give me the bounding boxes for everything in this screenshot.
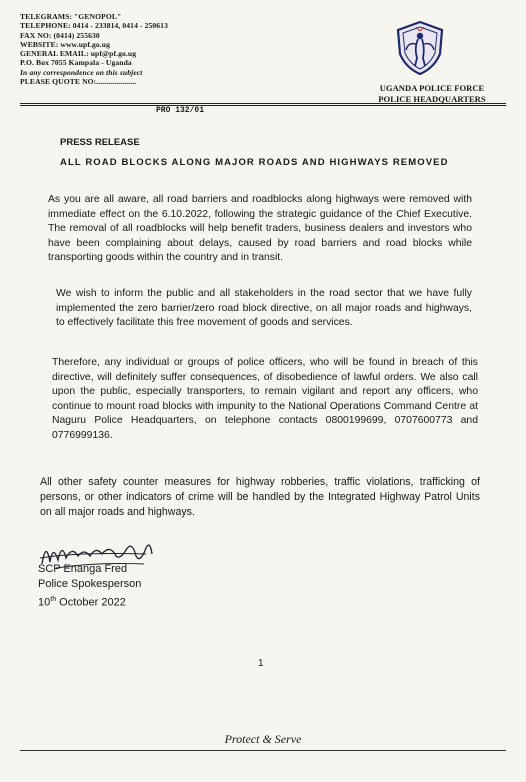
date-day: 10 <box>38 596 51 609</box>
fax-line: FAX NO: (0414) 255630 <box>20 30 100 40</box>
footer-motto: Protect & Serve <box>224 732 302 746</box>
telephone-line: TELEPHONE: 0414 - 233814, 0414 - 250613 <box>20 21 168 31</box>
date-rest: October 2022 <box>56 596 126 609</box>
press-release-heading: PRESS RELEASE <box>60 137 140 148</box>
release-date <box>38 592 141 611</box>
press-release-title: ALL ROAD BLOCKS ALONG MAJOR ROADS AND HIGHWAYS REMOVED <box>60 157 449 168</box>
paragraph-3: Therefore, any individual or groups of police officers, who will be found in breach of this directive, will definitely suffer consequences, of disobedience of lawful orders. We also call upon the public, especially transporters, to remain vigilant and report any officers, who continue to mount road blocks with impunity to the National Operations Command Centre at Naguru Police Headquarters, on telephone contacts 0800199699, 0707600773 and 0776999136. <box>52 357 478 441</box>
quote-line: PLEASE QUOTE NO:.................... <box>20 77 137 87</box>
date-suffix: th <box>50 596 57 603</box>
paragraph-2: We wish to inform the public and all stakeholders in the road sector that we have fully implemented the zero barrier/zero road block directive, on all major roads and highways, to effectively facilitate this free movement of goods and services. <box>56 288 472 329</box>
website-line: WEBSITE: www.upf.go.ug <box>20 39 110 49</box>
org-sub-line: POLICE HEADQUARTERS <box>378 94 486 104</box>
telegrams-line: TELEGRAMS: "GENOPOL" <box>20 12 122 21</box>
paragraph-1: As you are all aware, all road barriers and roadblocks along highways were removed with immediate effect on the 6.10.2022, following the strategic guidance of the Chief Executive. The removal of all roadblocks will help benefit traders, business dealers and investors who have been complaining about delays, caused by road barriers and road blocks while transporting goods within the country and in transit. <box>48 194 472 264</box>
footer-rule <box>20 750 506 751</box>
page-number: 1 <box>258 658 264 669</box>
reference-number: PRO 132/01 <box>156 106 205 115</box>
organization-name <box>362 83 502 105</box>
email-line: GENERAL EMAIL: upf@pf.go.ug <box>20 49 137 59</box>
correspondence-line: In any correspondence on this subject <box>20 67 143 77</box>
po-box-line: P.O. Box 7055 Kampala - Uganda <box>20 58 132 68</box>
org-name-line: UGANDA POLICE FORCE <box>379 83 485 93</box>
police-crest-icon <box>394 20 446 76</box>
header-divider-bottom <box>20 105 506 106</box>
letterhead-contacts <box>20 12 350 86</box>
header-divider-top <box>20 103 506 104</box>
signature-block <box>38 562 141 611</box>
signatory-role: Police Spokesperson <box>38 578 142 590</box>
paragraph-4: All other safety counter measures for highway robberies, traffic violations, trafficking of persons, or other indicators of crime will be handled by the Integrated Highway Patrol Units on all major roads and highways. <box>40 476 480 519</box>
signatory-name: SCP Enanga Fred <box>38 563 128 575</box>
